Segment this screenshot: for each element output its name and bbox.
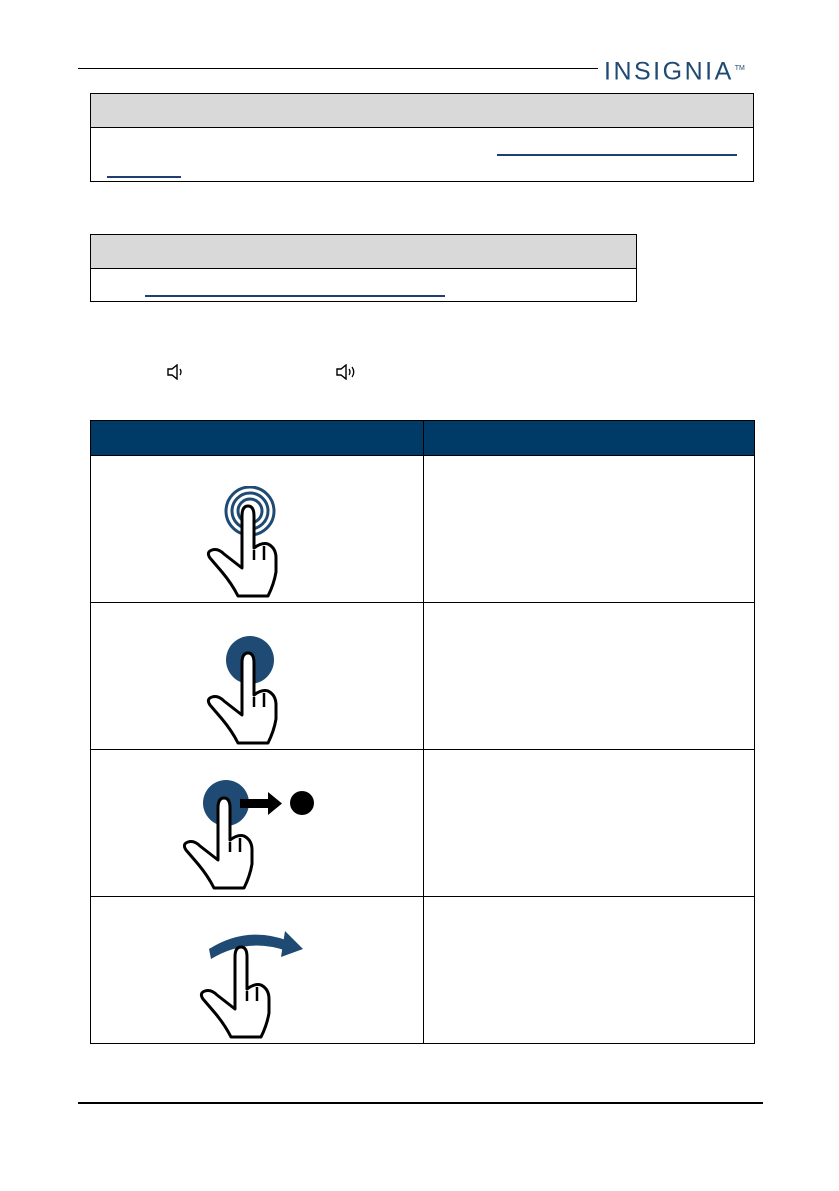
table-row — [91, 603, 755, 750]
press-gesture-icon — [202, 633, 312, 745]
header-rule — [78, 68, 598, 69]
gesture-image-cell — [91, 456, 424, 603]
tap-gesture-icon — [202, 486, 312, 598]
note-box-2-link[interactable] — [145, 275, 445, 297]
note-box-1-header — [91, 94, 753, 128]
brand-logo — [604, 55, 745, 85]
swipe-gesture-icon — [197, 923, 317, 1039]
speaker-low-icon — [166, 364, 188, 380]
note-box-2 — [90, 234, 637, 302]
gesture-description-cell — [424, 897, 755, 1044]
gesture-image-cell — [91, 603, 424, 750]
gesture-table-header-row — [91, 421, 755, 456]
table-row — [91, 456, 755, 603]
brand-name: INSIGNIA — [604, 57, 734, 86]
table-row — [91, 750, 755, 897]
trademark-mark: TM — [734, 65, 745, 72]
gesture-description-cell — [424, 456, 755, 603]
table-row — [91, 897, 755, 1044]
gesture-image-cell — [91, 897, 424, 1044]
note-box-2-header — [91, 235, 636, 269]
note-box-1-link-part-2[interactable] — [107, 156, 181, 178]
gesture-image-cell — [91, 750, 424, 897]
gesture-table-header-cell-2 — [424, 421, 755, 456]
footer-rule — [78, 1102, 763, 1104]
speaker-high-icon — [335, 364, 357, 380]
gesture-table — [90, 420, 755, 1044]
gesture-description-cell — [424, 603, 755, 750]
gesture-description-cell — [424, 750, 755, 897]
note-box-1 — [90, 93, 754, 182]
drag-gesture-icon — [182, 778, 332, 890]
gesture-table-header-cell-1 — [91, 421, 424, 456]
note-box-1-link-part-1[interactable] — [497, 134, 737, 156]
